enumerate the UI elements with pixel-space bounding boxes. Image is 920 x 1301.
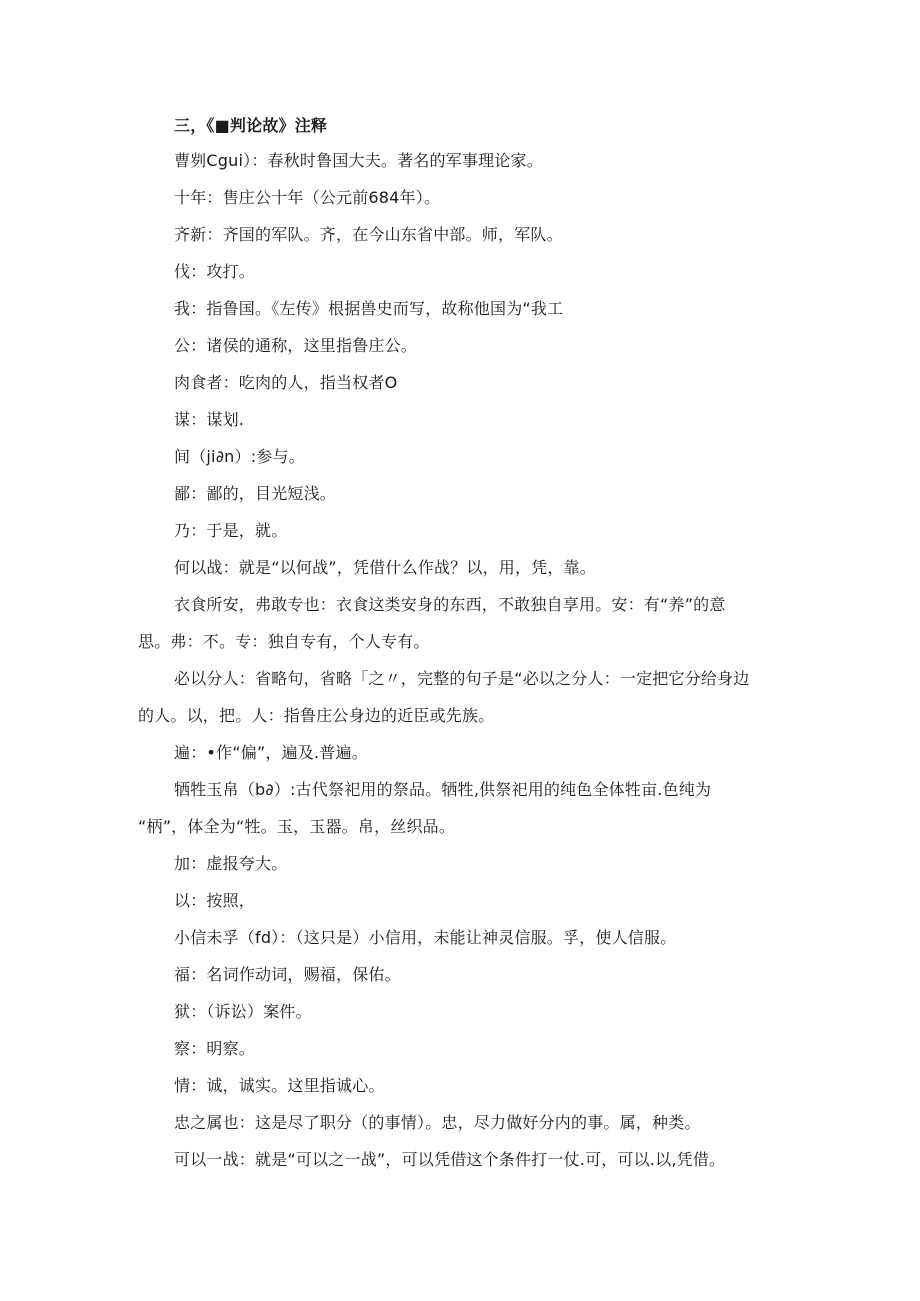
note-line: 情：诚，诚实。这里指诚心。 [174,1076,385,1095]
note-line: 谋：谋划. [174,410,245,429]
note-line: 衣食所安，弗敢专也：衣食这类安身的东西，不敢独自享用。安：有“养”的意 [174,595,726,614]
note-line: 福：名词作动词，赐福，保佑。 [174,965,401,984]
note-line: 乃：于是，就。 [174,521,288,540]
note-line-continued: 思。弗：不。专：独自专有，个人专有。 [138,632,430,651]
note-line: 狱：（诉讼）案件。 [174,1002,312,1021]
note-line: 察：明察。 [174,1039,256,1058]
note-line: 何以战：就是“以何战”，凭借什么作战？以，用，凭，靠。 [174,558,596,577]
note-line: 公：诸侯的通称，这里指鲁庄公。 [174,336,418,355]
note-line: 十年：售庄公十年（公元前684年）。 [174,188,441,207]
note-line: 齐新：齐国的军队。齐，在今山东省中部。师，军队。 [174,225,563,244]
note-line: 忠之属也：这是尽了职分（的事情）。忠，尽力做好分内的事。属，种类。 [174,1113,701,1132]
note-line-continued: “柄”，体全为“牲。玉，玉器。帛，丝织品。 [138,817,456,836]
note-line: 加：虚报夸大。 [174,854,288,873]
section-heading: 三，《■判论故》注释 [174,116,328,135]
note-line: 我：指鲁国。《左传》根据兽史而写，故称他国为“我工 [174,299,564,318]
note-line: 遍：•作“偏”，遍及.普遍。 [174,743,368,762]
note-line: 牺牲玉帛（b∂）:古代祭祀用的祭品。牺牲,供祭祀用的纯色全体牲亩.色纯为 [174,780,712,799]
note-line: 小信未孚（fd）：（这只是）小信用，未能让神灵信服。孚，使人信服。 [174,928,677,947]
note-line: 间（ji∂n）:参与。 [174,447,305,466]
note-line: 可以一战：就是“可以之一战”，可以凭借这个条件打一仗.可，可以.以,凭借。 [174,1150,726,1169]
note-line: 鄙：鄙的，目光短浅。 [174,484,337,503]
note-line: 伐：攻打。 [174,262,256,281]
note-line-continued: 的人。以，把。人：指鲁庄公身边的近臣或先族。 [138,706,495,725]
note-line: 曹刿Cgui）：春秋时鲁国大夫。著名的军事理论家。 [174,151,543,170]
note-line: 肉食者：吃肉的人，指当权者O [174,373,398,392]
note-line: 必以分人：省略句，省略「之〃，完整的句子是“必以之分人：一定把它分给身边 [174,669,750,688]
note-line: 以：按照， [174,891,256,910]
